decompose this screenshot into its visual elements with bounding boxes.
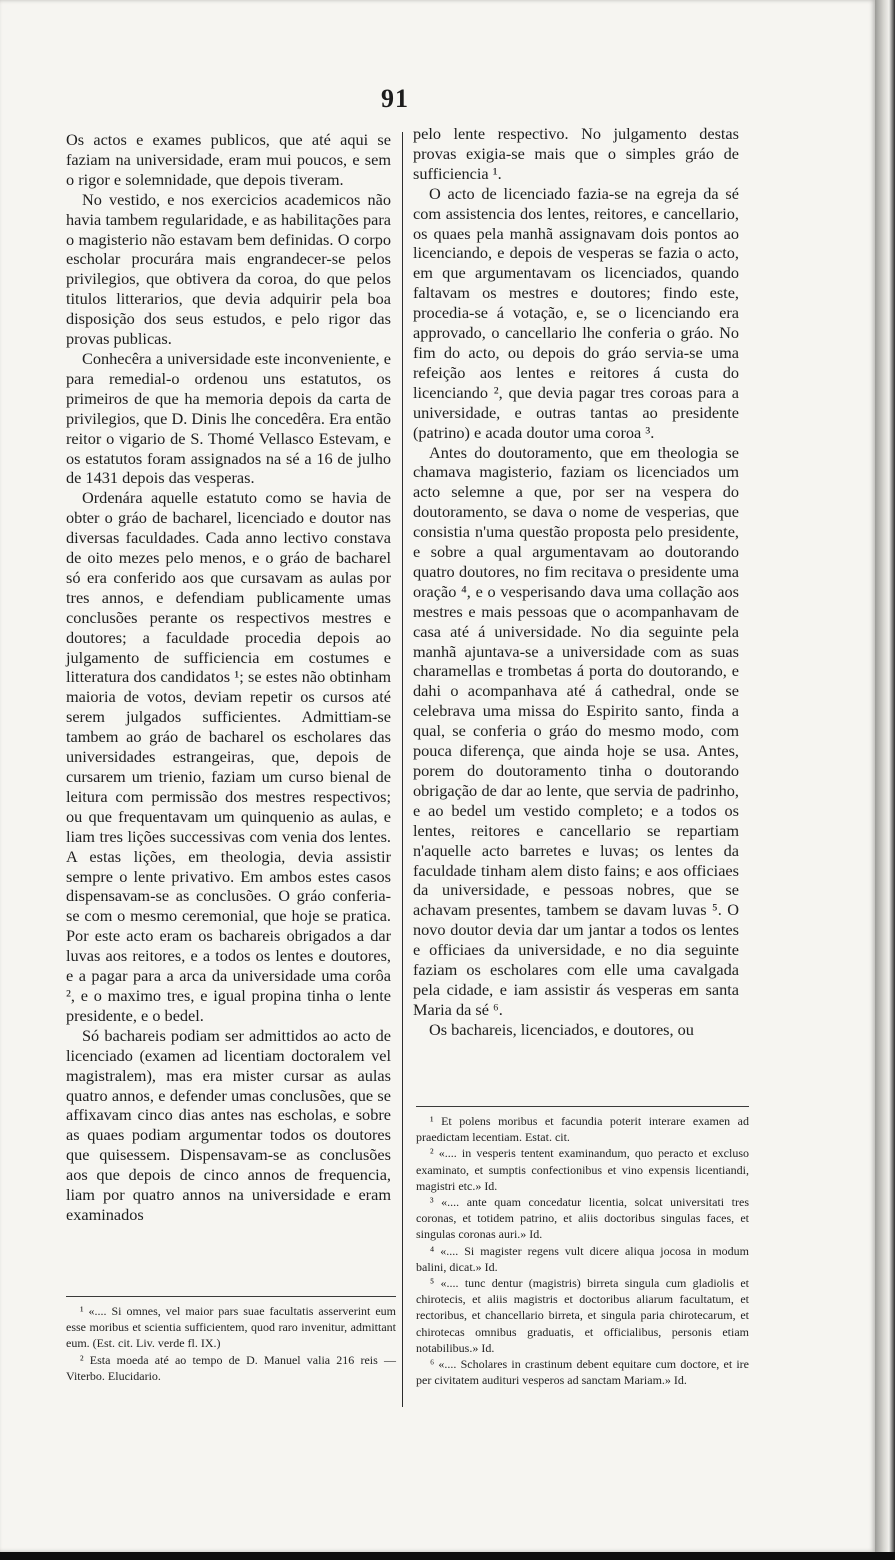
footnote-rule	[66, 1296, 396, 1297]
paragraph: Antes do doutoramento, que em theologia se chamava magisterio, faziam os licenciados um acto selemne a que, por ser na vespera do doutoramento, se dava o nome de vesperias, que consistia n'uma questão proposta pelo presidente, e sobre a qual argumentavam ao doutorando quatro doutores, no fim recitava o presidente uma oração ⁴, e o vesperisando dava uma collação aos mestres e mais pessoas que o acompanhavam de casa até á universidade. No dia seguinte pela manhã ajuntava-se a universidade com as suas charamellas e trombetas á porta do doutorando, e dahi o acompanhava até á cathedral, onde se celebrava uma missa do Espirito santo, finda a qual, se conferia o gráo do mesmo modo, com pouca diferença, que ainda hoje se usa. Antes, porem do doutoramento tinha o doutorando obrigação de dar ao lente, que servia de padrinho, e ao bedel um vestido completo; e a todos os lentes, reitores e cancellario se repartiam n'aquelle acto barretes e luvas; os lentes da faculdade tinham alem disto fains; e aos officiaes da universidade, e pessoas nobres, que se achavam presentes, tambem se davam luvas ⁵. O novo doutor devia dar um jantar a todos os lentes e officiaes da universidade, e no dia seguinte faziam os escholares com elle uma cavalgada pela cidade, e iam assistir ás vesperas em santa Maria da sé ⁶.	[413, 442, 739, 1019]
column-divider	[402, 132, 403, 1407]
paragraph: O acto de licenciado fazia-se na egreja da sé com assistencia dos lentes, reitores, e cancellario, os quaes pela manhã assignavam dois pontos ao licenciando, e depois de vesperas se fazia o acto, em que argumentavam os licenciados, quando faltavam os mestres e doutores; findo este, procedia-se á votação, e, se o licenciando era approvado, o cancellario lhe conferia o gráo. No fim do acto, ou depois do gráo servia-se uma refeição aos lentes e reitores á custa do licenciando ², que devia pagar tres coroas para a universidade, e outras tantas ao presidente (patrino) e acada doutor uma coroa ³.	[413, 183, 739, 442]
page-edge	[875, 0, 895, 1560]
paragraph: Ordenára aquelle estatuto como se havia de obter o gráo de bacharel, licenciado e doutor nas diversas faculdades. Cada anno lectivo constava de oito mezes pelo menos, e o gráo de bacharel só era conferido aos que cursavam as aulas por tres annos, e defendiam publicamente umas conclusões perante os respectivos mestres e doutores; a faculdade procedia depois ao julgamento de sufficiencia em costumes e litteratura dos candidatos ¹; se estes não obtinham maioria de votos, deviam repetir os cursos até serem julgados sufficientes. Admittiam-se tambem ao gráo de bacharel os escholares das universidades estrangeiras, que, depois de cursarem um trienio, faziam um curso bienal de leitura com permissão dos mestres respectivos; ou que frequentavam um quinquenio as aulas, e liam tres lições successivas com venia dos lentes. A estas lições, em theologia, devia assistir sempre o lente privativo. Em ambos estes casos dispensavam-se as conclusões. O gráo conferia-se com o mesmo ceremonial, que hoje se pratica. Por este acto eram os bachareis obrigados a dar luvas aos reitores, e a todos os lentes e doutores, e a pagar para a arca da universidade uma corôa ², e o maximo tres, e igual propina tinha o lente presidente, e o bedel.	[66, 488, 391, 1025]
footnotes-left	[66, 1303, 396, 1384]
footnote: ³ «.... ante quam concedatur licentia, solcat universitati tres coronas, et totidem patrino, et aliis doctoribus singulas faces, et singulas coronas auri.» Id.	[416, 1195, 749, 1242]
paragraph: No vestido, e nos exercicios academicos não havia tambem regularidade, e as habilitações para o magisterio não estavam bem definidas. O corpo escholar procurára mais engrandecer-se pelos privilegios, que obtivera da coroa, do que pelos titulos litterarios, que devia adquirir pela boa disposição dos seus estudos, e pelo rigor das provas publicas.	[66, 189, 391, 349]
footnote-rule	[416, 1106, 749, 1107]
scan-border	[0, 1552, 895, 1560]
paragraph: Os bachareis, licenciados, e doutores, ou	[429, 1019, 694, 1039]
footnote: ¹ «.... Si omnes, vel maior pars suae facultatis asserverint eum esse moribus et scientia sufficientem, quod raro invenitur, admittant eum. (Est. cit. Liv. verde fl. IX.)	[66, 1304, 396, 1351]
right-column	[413, 124, 739, 1040]
footnotes-right	[416, 1113, 749, 1388]
paragraph: pelo lente respectivo. No julgamento destas provas exigia-se mais que o simples gráo de sufficiencia ¹.	[413, 124, 739, 183]
left-column	[66, 130, 391, 1225]
footnote: ⁵ «.... tunc dentur (magistris) birreta singula cum gladiolis et chirotecis, et aliis magistris et doctoribus aliarum facultatum, et rectoribus, et chancellario birreta, et singula paria chirotecarum, et chirotecas omnibus graduatis, et officialibus, personis etiam notabilibus.» Id.	[416, 1276, 749, 1355]
footnote: ¹ Et polens moribus et facundia poterit interare examen ad praedictam lecentiam. Estat. cit.	[416, 1114, 749, 1145]
footnote: ² «.... in vesperis tentent examinandum, quo peracto et excluso examinato, et sumptis confectionibus et vino expensis licentiandi, magistri etc.» Id.	[416, 1146, 749, 1193]
footnote: ⁶ «.... Scholares in crastinum debent equitare cum doctore, et ire per civitatem audituri vesperos ad sanctam Mariam.» Id.	[416, 1357, 749, 1388]
paragraph: Os actos e exames publicos, que até aqui se faziam na universidade, eram mui poucos, e sem o rigor e solemnidade, que depois tiveram.	[66, 130, 391, 189]
paragraph: Conhecêra a universidade este inconveniente, e para remedial-o ordenou uns estatutos, os primeiros de que ha memoria depois da carta de privilegios, que D. Dinis lhe concedêra. Era então reitor o vigario de S. Thomé Vellasco Estevam, e os estatutos foram assignados na sé a 16 de julho de 1431 depois das vesperas.	[66, 348, 391, 488]
page-number: 91	[381, 84, 409, 113]
footnote: ² Esta moeda até ao tempo de D. Manuel valia 216 reis — Viterbo. Elucidario.	[66, 1352, 396, 1383]
footnote: ⁴ «.... Si magister regens vult dicere aliqua jocosa in modum balini, dicat.» Id.	[416, 1243, 749, 1274]
paragraph: Só bachareis podiam ser admittidos ao acto de licenciado (examen ad licentiam doctoralem vel magistralem), mas era mister cursar as aulas quatro annos, e defender umas conclusões, que se affixavam cinco dias antes nas escholas, e sobre as quaes podiam argumentar todos os doutores que quisessem. Dispensavam-se as conclusões aos que depois de cinco annos de frequencia, liam por quatro annos na universidade e eram examinados	[66, 1025, 391, 1224]
